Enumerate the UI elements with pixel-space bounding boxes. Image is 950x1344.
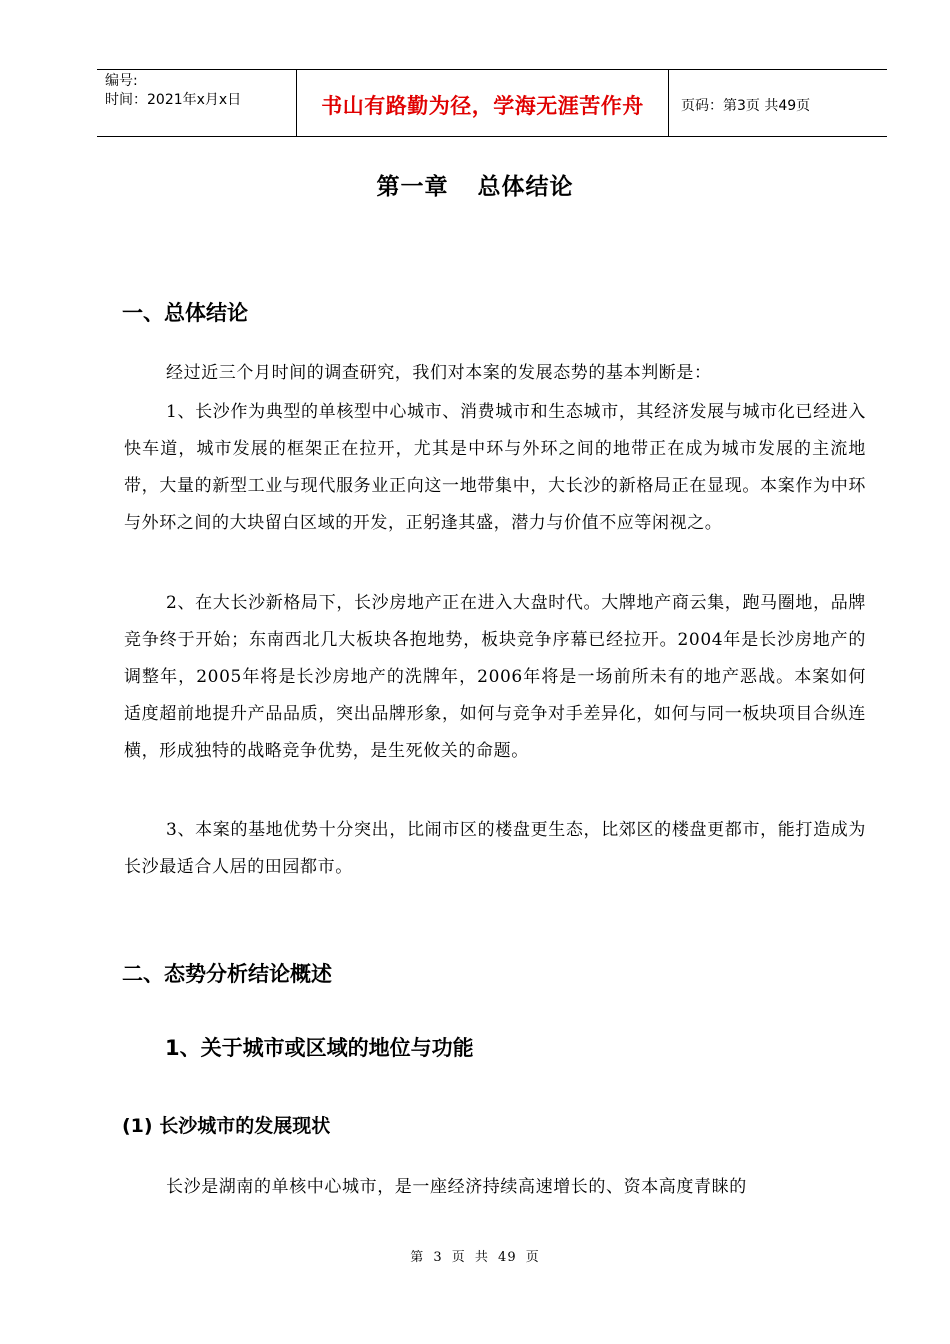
paragraph-changsha: 长沙是湖南的单核中心城市，是一座经济持续高速增长的、资本高度青睐的: [166, 1177, 747, 1197]
document-number-label: 编号:: [105, 73, 138, 89]
header-meta: [97, 70, 297, 136]
section-heading-overall-conclusion: 一、总体结论: [122, 301, 248, 325]
paragraph-point-1: 1、长沙作为典型的单核型中心城市、消费城市和生态城市，其经济发展与城市化已经进入快车道，城市发展的框架正在拉开，尤其是中环与外环之间的地带正在成为城市发展的主流地带，大量的新型工业与现代服务业正向这一地带集中，大长沙的新格局正在显现。本案作为中环与外环之间的大块留白区域的开发，正躬逢其盛，潜力与价值不应等闲视之。: [124, 402, 866, 533]
subsection-heading-city-role: 1、关于城市或区域的地位与功能: [165, 1036, 474, 1060]
paragraph-point-3: 3、本案的基地优势十分突出，比闹市区的楼盘更生态，比郊区的楼盘更都市，能打造成为长沙最适合人居的田园都市。: [124, 820, 866, 877]
paragraph-point-2: 2、在大长沙新格局下，长沙房地产正在进入大盘时代。大牌地产商云集，跑马圈地，品牌竞争终于开始；东南西北几大板块各抱地势，板块竞争序幕已经拉开。2004年是长沙房地产的调整年，2005年将是长沙房地产的洗牌年，2006年将是一场前所未有的地产恶战。本案如何适度超前地提升产品品质，突出品牌形象，如何与竞争对手差异化，如何与同一板块项目合纵连横，形成独特的战略竞争优势，是生死攸关的命题。: [124, 593, 866, 761]
header-motto: 书山有路勤为径，学海无涯苦作舟: [297, 70, 669, 136]
page-footer: 第 3 页 共 49 页: [410, 1250, 540, 1265]
chapter-title: 第一章 总体结论: [376, 174, 574, 200]
subsubsection-heading-changsha-status: (1) 长沙城市的发展现状: [122, 1115, 331, 1137]
document-time-label: 时间：2021年x月x日: [105, 92, 242, 108]
paragraph-intro: 经过近三个月时间的调查研究，我们对本案的发展态势的基本判断是：: [166, 363, 712, 383]
header-page-number: 页码：第3页 共49页: [681, 97, 811, 114]
page-header: [97, 69, 887, 137]
section-heading-situation-analysis: 二、态势分析结论概述: [122, 962, 332, 986]
